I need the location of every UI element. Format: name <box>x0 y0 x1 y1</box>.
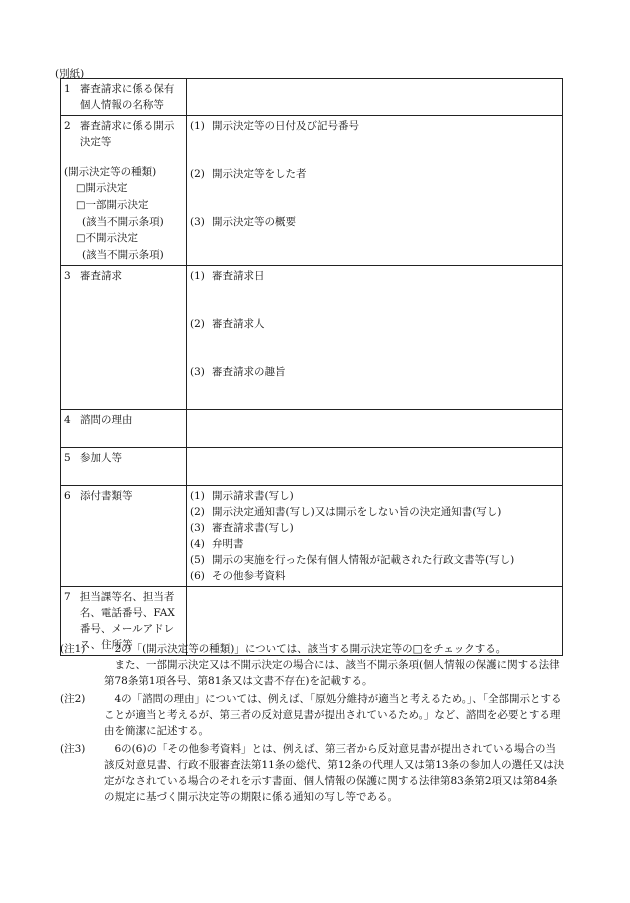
row-6-content-cell[interactable] <box>187 486 563 587</box>
row-3-label-cell <box>61 266 187 410</box>
row-2-item-1: (1) 開示決定等の日付及び記号番号 <box>190 120 359 132</box>
note-3-paragraph-1: 6の(6)の「その他参考資料」とは、例えば、第三者から反対意見書が提出されている場合の当該反対意見書、行政不服審査法第11条の総代、第12条の代理人又は第13条の参加人の選任又は決定がなされている場合のそれを示す書面、個人情報の保護に関する法律第83条第2項又は第84条の規定に基づく開示決定等の期限に係る通知の写し等である。 <box>104 743 565 803</box>
row-1-label-cell <box>61 79 187 116</box>
row-3-item-1: (1) 審査請求日 <box>190 270 265 282</box>
row-6-label-cell <box>61 486 187 587</box>
row-3-item-3: (3) 審査請求の趣旨 <box>190 366 286 378</box>
option-disclose: □開示決定 <box>76 182 128 194</box>
row-5-label: 参加人等 <box>80 452 122 464</box>
note-2-label: (注2) <box>60 693 86 705</box>
checkbox-disclose[interactable]: □ <box>76 183 86 194</box>
row-6-item-2: (2) 開示決定通知書(写し)又は開示をしない旨の決定通知書(写し) <box>190 506 502 518</box>
row-2-item-3: (3) 開示決定等の概要 <box>190 216 296 228</box>
row-1 <box>61 79 563 116</box>
row-3 <box>61 266 563 410</box>
row-1-content-cell[interactable] <box>187 79 563 116</box>
note-2-paragraph-1: 4の「諮問の理由」については、例えば、「原処分維持が適当と考えるため。」、「全部開示とすることが適当と考えるが、第三者の反対意見書が提出されているため。」など、諮問を必要とする理由を簡潔に記述する。 <box>104 693 562 737</box>
row-5 <box>61 448 563 486</box>
checkbox-partial-disclose[interactable]: □ <box>76 200 86 211</box>
row-2 <box>61 116 563 266</box>
note-1-label: (注1) <box>60 643 86 655</box>
row-4-number: 4 <box>64 414 71 426</box>
row-6-item-1: (1) 開示請求書(写し) <box>190 490 294 502</box>
row-1-number: 1 <box>64 83 71 95</box>
review-request-form-table <box>60 78 563 656</box>
row-3-number: 3 <box>64 270 71 282</box>
row-2-item-2: (2) 開示決定等をした者 <box>190 168 307 180</box>
row-5-label-cell <box>61 448 187 486</box>
row-6-label: 添付書類等 <box>80 490 133 502</box>
note-1-paragraph-2: また、一部開示決定又は不開示決定の場合には、該当不開示条項(個人情報の保護に関する法律第78条第1項各号、第81条又は文書不存在)を記載する。 <box>104 659 560 687</box>
nondisclosure-clause-label: (該当不開示条項) <box>82 249 164 261</box>
row-4-label-cell <box>61 410 187 448</box>
row-2-label: 審査請求に係る開示決定等 <box>79 120 175 148</box>
note-1 <box>60 641 565 689</box>
row-5-content-cell[interactable] <box>187 448 563 486</box>
row-4 <box>61 410 563 448</box>
checkbox-nondisclose[interactable]: □ <box>76 233 86 244</box>
row-6-item-5: (5) 開示の実施を行った保有個人情報が記載された行政文書等(写し) <box>190 554 515 566</box>
note-1-paragraph-1: 2の「(開示決定等の種類)」については、該当する開示決定等の□をチェックする。 <box>114 643 507 655</box>
option-partial-disclose: □一部開示決定 <box>76 199 149 211</box>
notes-section <box>60 641 565 805</box>
row-7-label: 担当課等名、担当者名、電話番号、FAX番号、メールアドレス、住所等 <box>79 591 175 651</box>
row-2-label-cell <box>61 116 187 266</box>
attachment-label: (別紙) <box>55 68 85 80</box>
kind-heading: (開示決定等の種類) <box>64 166 157 178</box>
row-3-content-cell[interactable] <box>187 266 563 410</box>
row-2-number: 2 <box>64 120 71 132</box>
row-5-number: 5 <box>64 452 71 464</box>
row-4-content-cell[interactable] <box>187 410 563 448</box>
note-3-label: (注3) <box>60 743 86 755</box>
row-7-number: 7 <box>64 591 71 603</box>
option-nondisclose: □不開示決定 <box>76 232 138 244</box>
row-3-item-2: (2) 審査請求人 <box>190 318 265 330</box>
row-3-label: 審査請求 <box>80 270 122 282</box>
row-2-content-cell[interactable] <box>187 116 563 266</box>
note-2 <box>60 691 565 739</box>
note-3 <box>60 741 565 805</box>
row-6-item-3: (3) 審査請求書(写し) <box>190 522 294 534</box>
row-6-item-4: (4) 弁明書 <box>190 538 244 550</box>
row-6 <box>61 486 563 587</box>
row-6-item-6: (6) その他参考資料 <box>190 570 286 582</box>
row-4-label: 諮問の理由 <box>80 414 133 426</box>
row-6-number: 6 <box>64 490 71 502</box>
partial-nondisclosure-clause-label: (該当不開示条項) <box>82 216 164 228</box>
row-1-label: 審査請求に係る保有個人情報の名称等 <box>79 83 175 111</box>
